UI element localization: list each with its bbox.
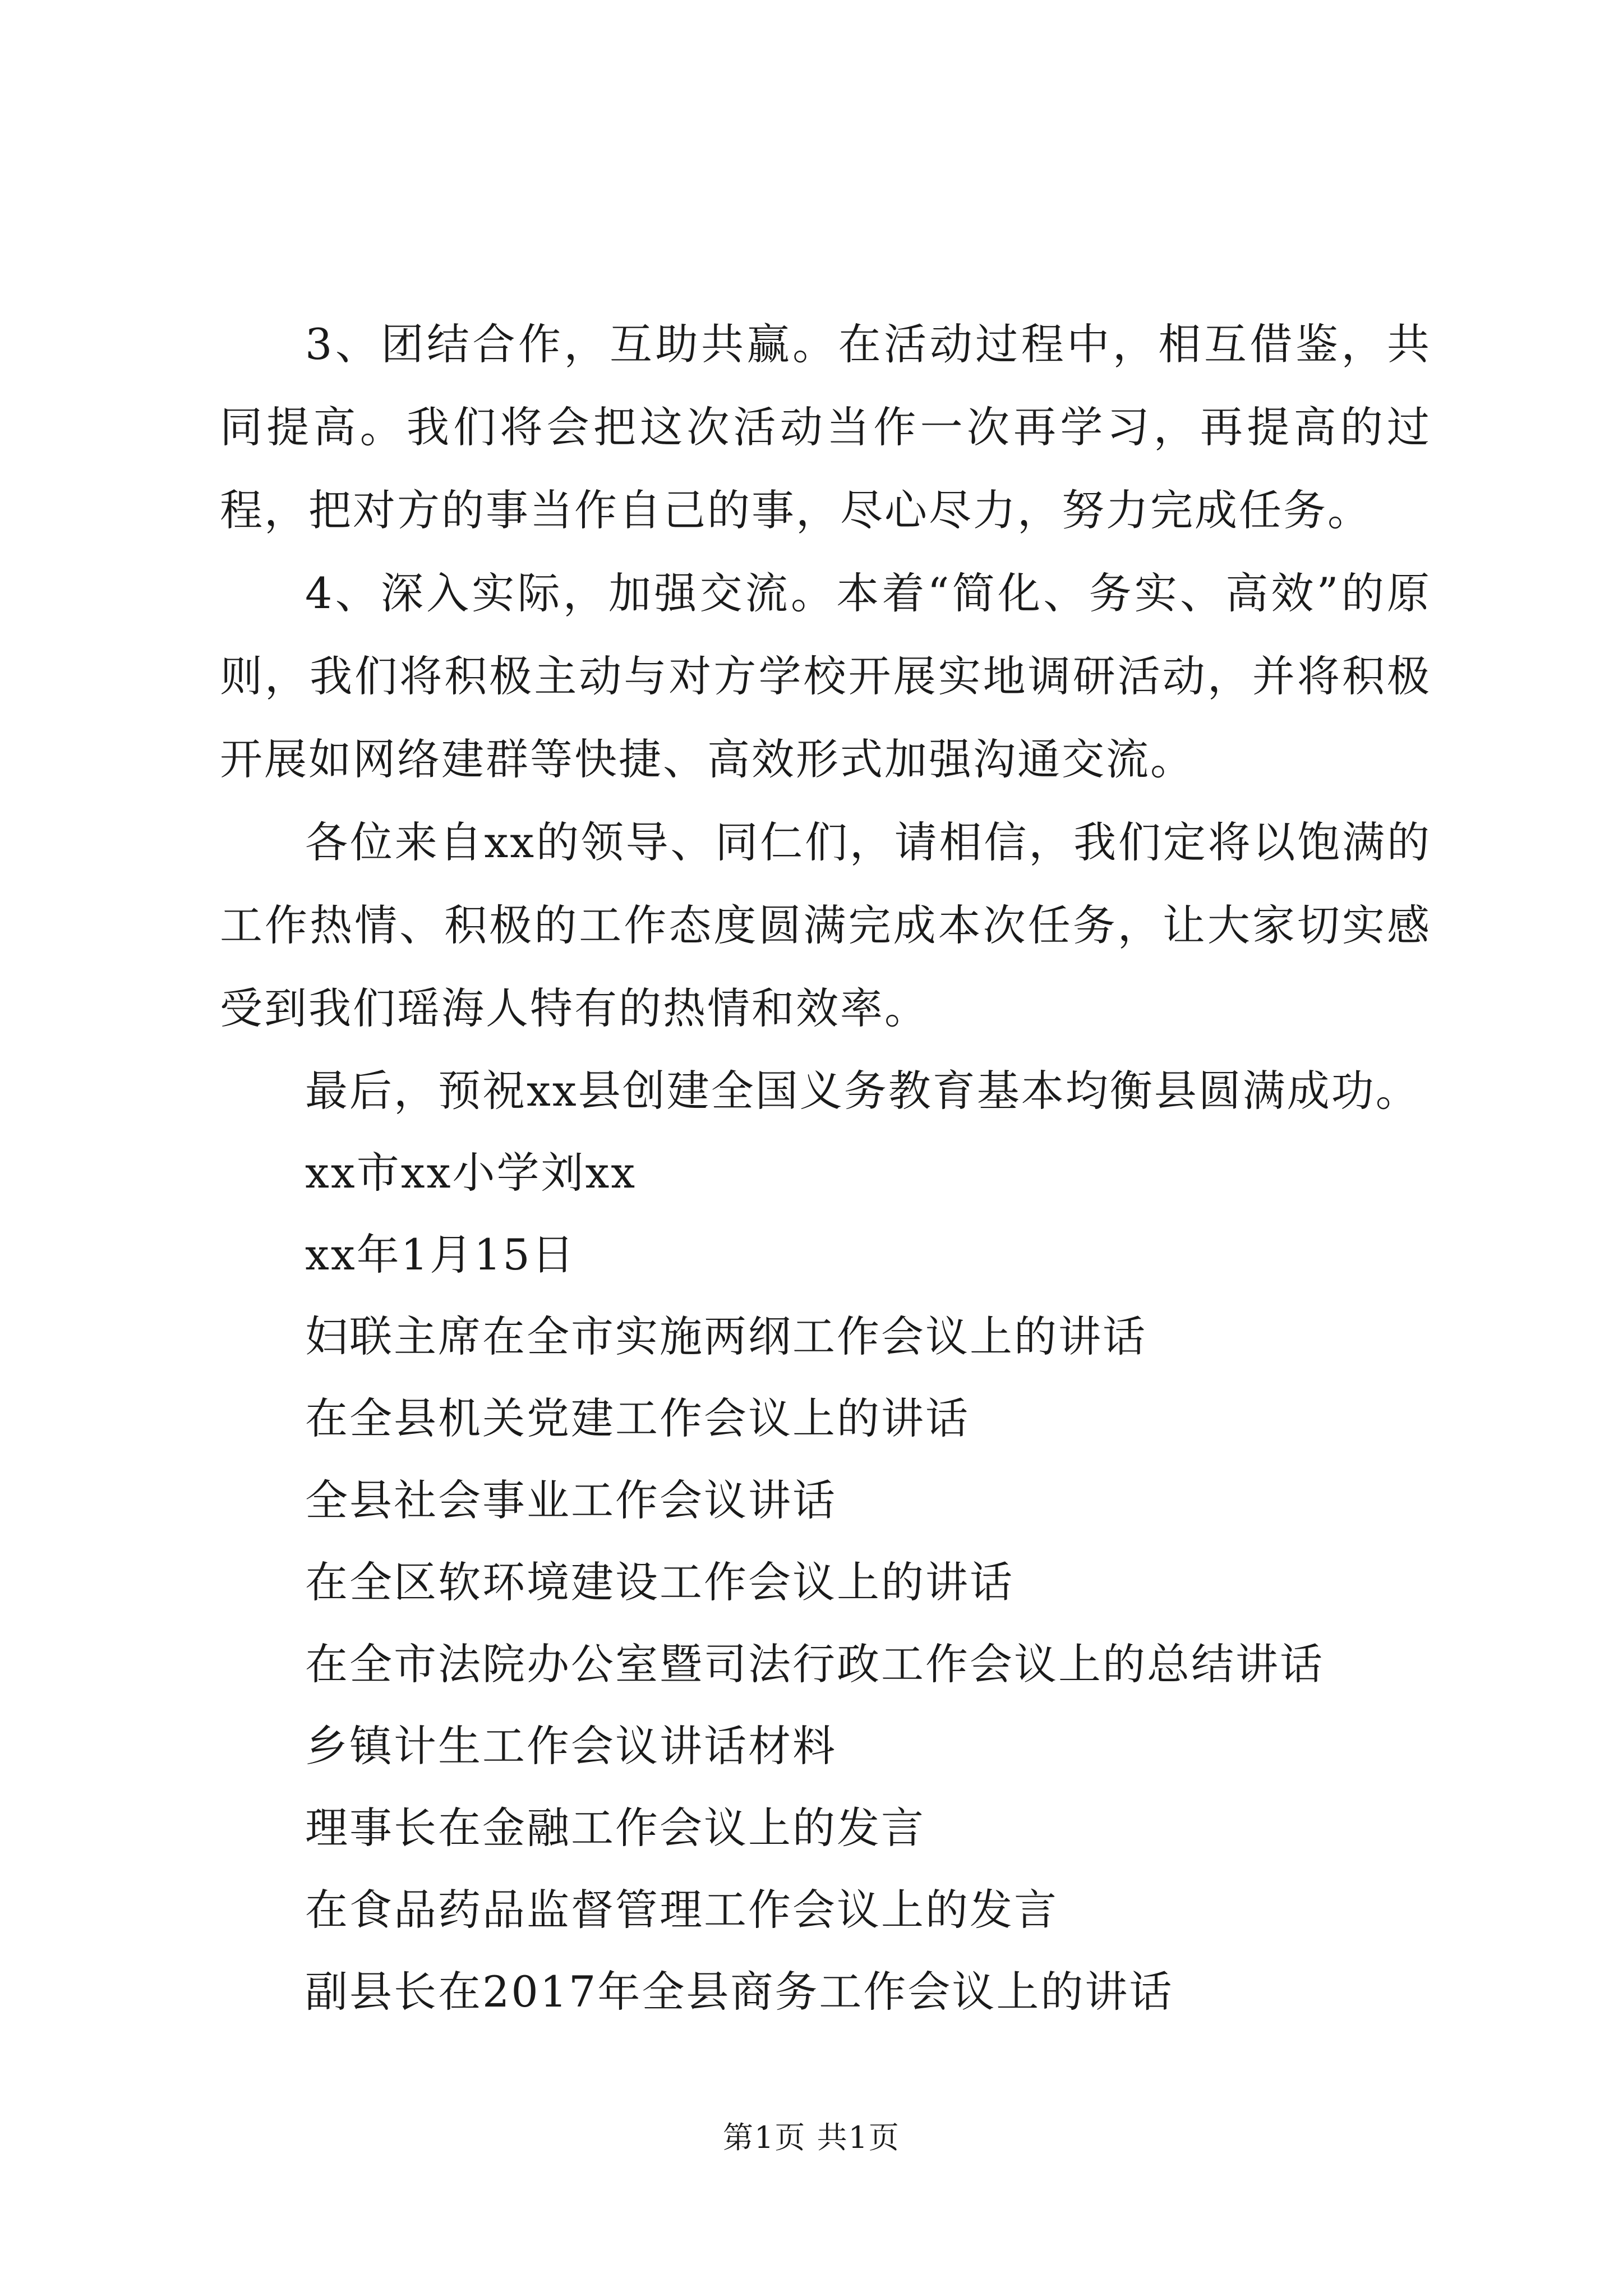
related-article-link[interactable]: 在全县机关党建工作会议上的讲话 [305,1393,970,1443]
related-article-link[interactable]: 副县长在2017年全县商务工作会议上的讲话 [305,1967,1174,2017]
related-article-link[interactable]: 全县社会事业工作会议讲话 [305,1475,837,1525]
closing-wish: 最后，预祝xx县创建全国义务教育基本均衡县圆满成功。 [305,1066,1420,1116]
related-article-link[interactable]: 在全区软环境建设工作会议上的讲话 [305,1557,1014,1607]
page-number-footer: 第1页 共1页 [723,2120,900,2155]
signature-date: xx年1月15日 [305,1230,576,1280]
related-article-link[interactable]: 妇联主席在全市实施两纲工作会议上的讲话 [305,1312,1147,1361]
paragraph-cooperation: 3、团结合作，互助共赢。在活动过程中，相互借鉴，共同提高。我们将会把这次活动当作一次再学习，再提高的过程，把对方的事当作自己的事，尽心尽力，努力完成任务。 [220,319,1431,535]
document-body [220,303,1431,2033]
paragraph-closing-remarks: 各位来自xx的领导、同仁们，请相信，我们定将以饱满的工作热情、积极的工作态度圆满完成本次任务，让大家切实感受到我们瑶海人特有的热情和效率。 [220,817,1431,1033]
related-article-link[interactable]: 在全市法院办公室暨司法行政工作会议上的总结讲话 [305,1639,1324,1689]
paragraph-exchange: 4、深入实际，加强交流。本着“简化、务实、高效”的原则，我们将积极主动与对方学校开展实地调研活动，并将积极开展如网络建群等快捷、高效形式加强沟通交流。 [220,568,1431,784]
related-article-link[interactable]: 理事长在金融工作会议上的发言 [305,1803,925,1853]
signature-author: xx市xx小学刘xx [305,1148,637,1198]
related-article-link[interactable]: 乡镇计生工作会议讲话材料 [305,1721,837,1771]
related-article-link[interactable]: 在食品药品监督管理工作会议上的发言 [305,1885,1058,1935]
